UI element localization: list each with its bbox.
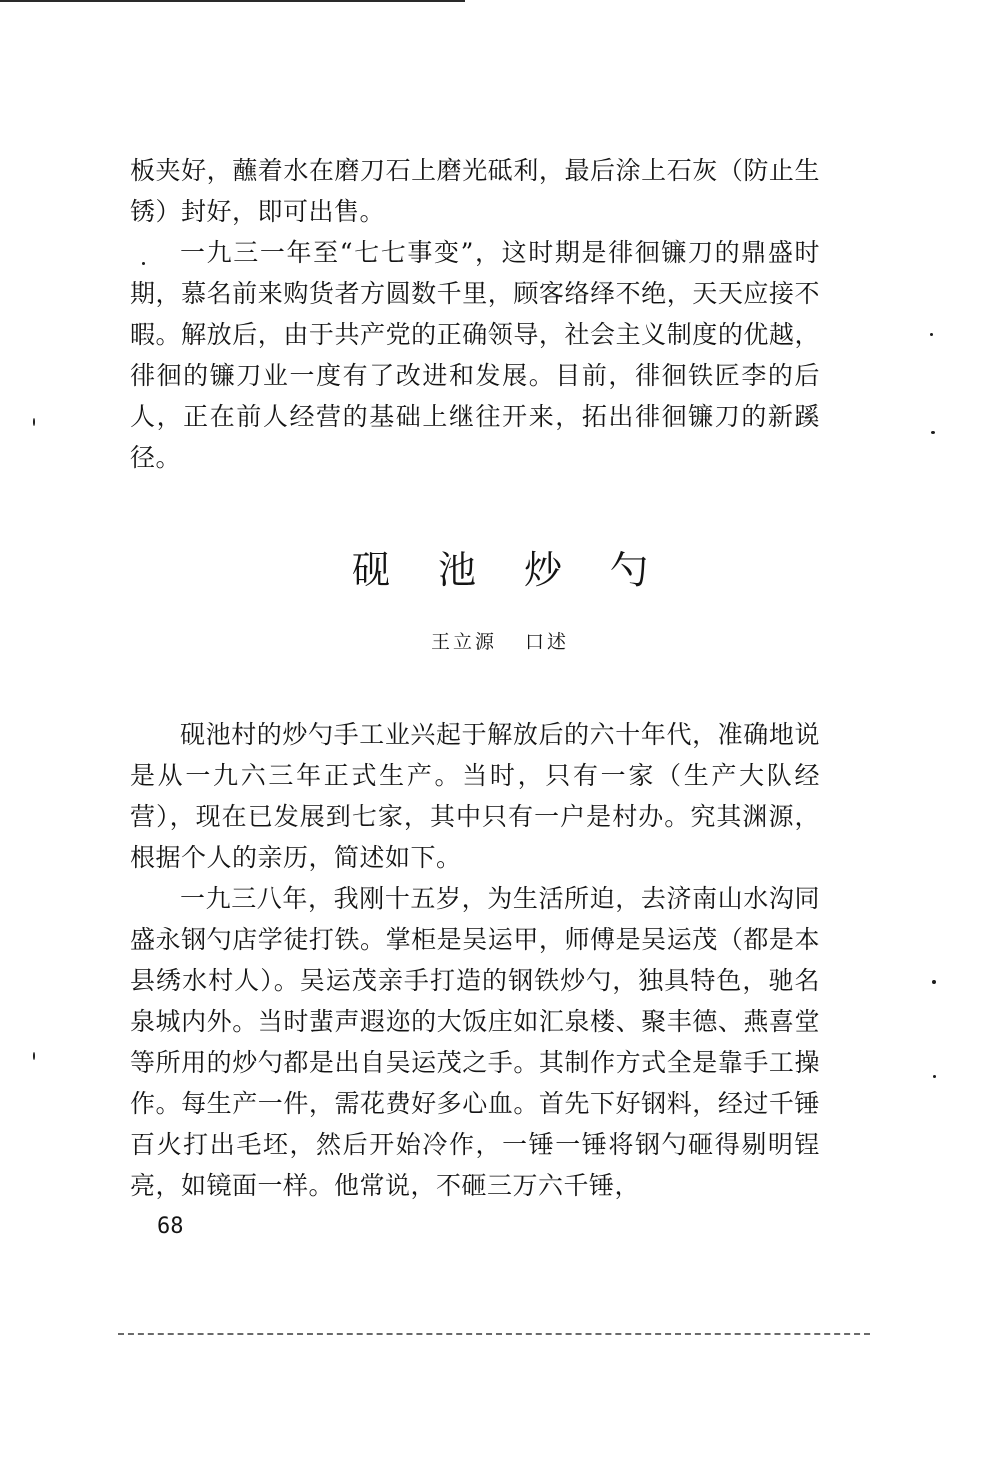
scan-speck bbox=[933, 1075, 936, 1078]
scan-speck bbox=[33, 1052, 35, 1060]
body-paragraph: 一九三八年，我刚十五岁，为生活所迫，去济南山水沟同盛永钢勺店学徒打铁。掌柜是吴运甲，师傅是吴运茂（都是本县绣水村人）。吴运茂亲手打造的钢铁炒勺，独具特色，驰名泉城内外。当时蜚声遐迩的大饭庄如汇泉楼、聚丰德、燕喜堂等所用的炒勺都是出自吴运茂之手。其制作方式全是靠手工操作。每生产一件，需花费好多心血。首先下好钢料，经过千锤百火打出毛坯，然后开始冷作，一锤一锤将钢勺砸得剔明锃亮，如镜面一样。他常说，不砸三万六千锤， bbox=[130, 884, 820, 1200]
scan-edge-line-bottom bbox=[118, 1333, 870, 1335]
author-name: 王立源 bbox=[430, 631, 497, 653]
scan-speck bbox=[33, 418, 35, 426]
article-body bbox=[130, 714, 820, 1206]
body-paragraph: 砚池村的炒勺手工业兴起于解放后的六十年代，准确地说是从一九六三年正式生产。当时，只有一家（生产大队经营），现在已发展到七家，其中只有一户是村办。究其渊源，根据个人的亲历，简述如下。 bbox=[130, 720, 820, 872]
previous-article-continuation bbox=[130, 150, 820, 478]
scan-speck bbox=[930, 333, 933, 336]
scan-speck bbox=[931, 431, 935, 434]
page-number: 68 bbox=[157, 1214, 184, 1239]
scan-edge-line-top bbox=[0, 0, 465, 2]
author-role: 口述 bbox=[525, 631, 570, 653]
byline bbox=[0, 628, 1000, 656]
article-title: 砚池炒勺 bbox=[351, 548, 696, 592]
body-paragraph: 一九三一年至“七七事变”，这时期是徘徊镰刀的鼎盛时期，慕名前来购货者方圆数千里，顾客络绎不绝，天天应接不暇。解放后，由于共产党的正确领导，社会主义制度的优越，徘徊的镰刀业一度有了改进和发展。目前，徘徊铁匠李的后人，正在前人经营的基础上继往开来，拓出徘徊镰刀的新蹊径。 bbox=[130, 238, 820, 472]
scan-speck bbox=[142, 262, 145, 265]
scan-speck bbox=[932, 980, 936, 984]
body-paragraph: 板夹好，蘸着水在磨刀石上磨光砥利，最后涂上石灰（防止生锈）封好，即可出售。 bbox=[130, 156, 820, 226]
